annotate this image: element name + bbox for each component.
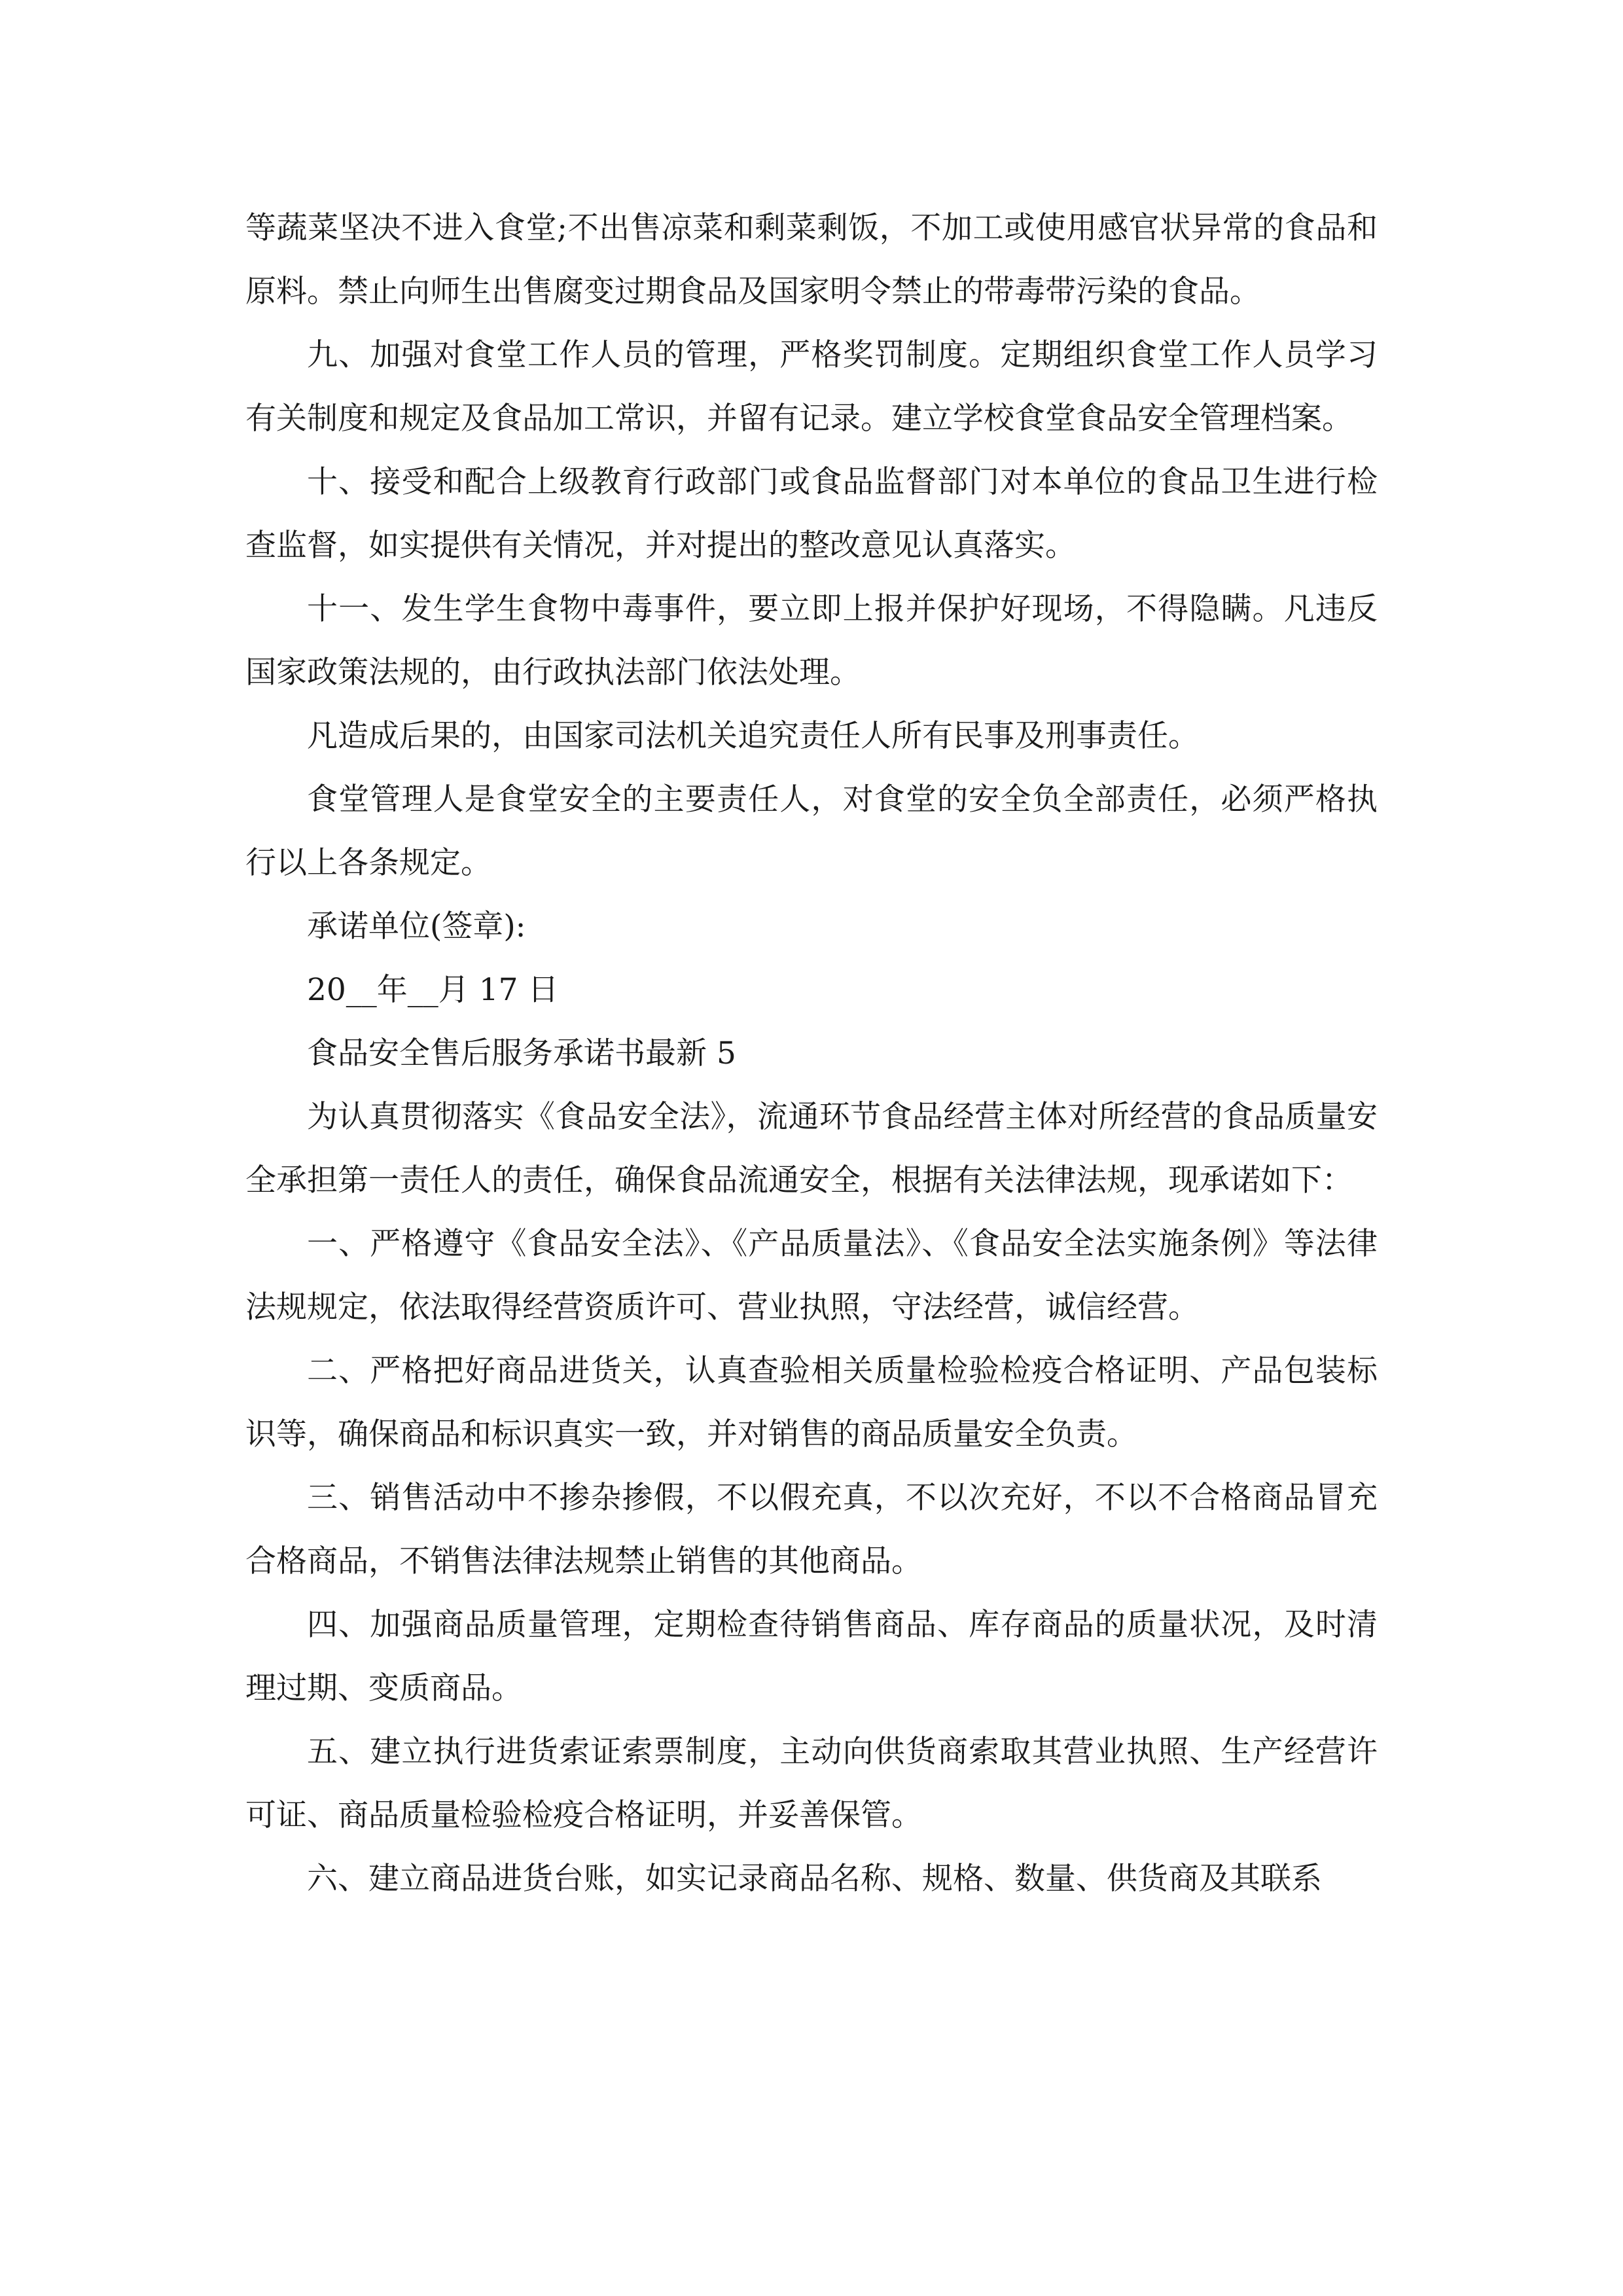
paragraph-item-5: 五、建立执行进货索证索票制度，主动向供货商索取其营业执照、生产经营许可证、商品质量检验检疫合格证明，并妥善保管。 <box>245 1734 1378 1833</box>
paragraph-item-9: 九、加强对食堂工作人员的管理，严格奖罚制度。定期组织食堂工作人员学习有关制度和规定及食品加工常识，并留有记录。建立学校食堂食品安全管理档案。 <box>245 337 1378 437</box>
paragraph-responsibility: 食堂管理人是食堂安全的主要责任人，对食堂的安全负全部责任，必须严格执行以上各条规定。 <box>245 781 1378 881</box>
paragraph-continuation: 等蔬菜坚决不进入食堂;不出售凉菜和剩菜剩饭，不加工或使用感官状异常的食品和原料。禁止向师生出售腐变过期食品及国家明令禁止的带毒带污染的食品。 <box>245 210 1378 310</box>
paragraph-item-1: 一、严格遵守《食品安全法》、《产品质量法》、《食品安全法实施条例》等法律法规规定，依法取得经营资质许可、营业执照，守法经营，诚信经营。 <box>245 1226 1378 1325</box>
paragraph-liability: 凡造成后果的，由国家司法机关追究责任人所有民事及刑事责任。 <box>307 718 1199 754</box>
paragraph-item-11: 十一、发生学生食物中毒事件，要立即上报并保护好现场，不得隐瞒。凡违反国家政策法规的，由行政执法部门依法处理。 <box>245 591 1378 691</box>
paragraph-item-10: 十、接受和配合上级教育行政部门或食品监督部门对本单位的食品卫生进行检查监督，如实提供有关情况，并对提出的整改意见认真落实。 <box>245 464 1378 564</box>
document-body <box>245 196 1378 1910</box>
paragraph-item-4: 四、加强商品质量管理，定期检查待销售商品、库存商品的质量状况，及时清理过期、变质商品。 <box>245 1607 1378 1706</box>
paragraph-item-3: 三、销售活动中不掺杂掺假，不以假充真，不以次充好，不以不合格商品冒充合格商品，不销售法律法规禁止销售的其他商品。 <box>245 1480 1378 1579</box>
section-heading: 食品安全售后服务承诺书最新 5 <box>307 1035 736 1071</box>
paragraph-item-6: 六、建立商品进货台账，如实记录商品名称、规格、数量、供货商及其联系 <box>307 1861 1322 1897</box>
paragraph-item-2: 二、严格把好商品进货关，认真查验相关质量检验检疫合格证明、产品包装标识等，确保商品和标识真实一致，并对销售的商品质量安全负责。 <box>245 1353 1378 1452</box>
date-line: 20__年__月 17 日 <box>307 972 559 1008</box>
signature-line: 承诺单位(签章): <box>307 908 526 944</box>
paragraph-intro: 为认真贯彻落实《食品安全法》，流通环节食品经营主体对所经营的食品质量安全承担第一责任人的责任，确保食品流通安全，根据有关法律法规，现承诺如下： <box>245 1099 1378 1198</box>
